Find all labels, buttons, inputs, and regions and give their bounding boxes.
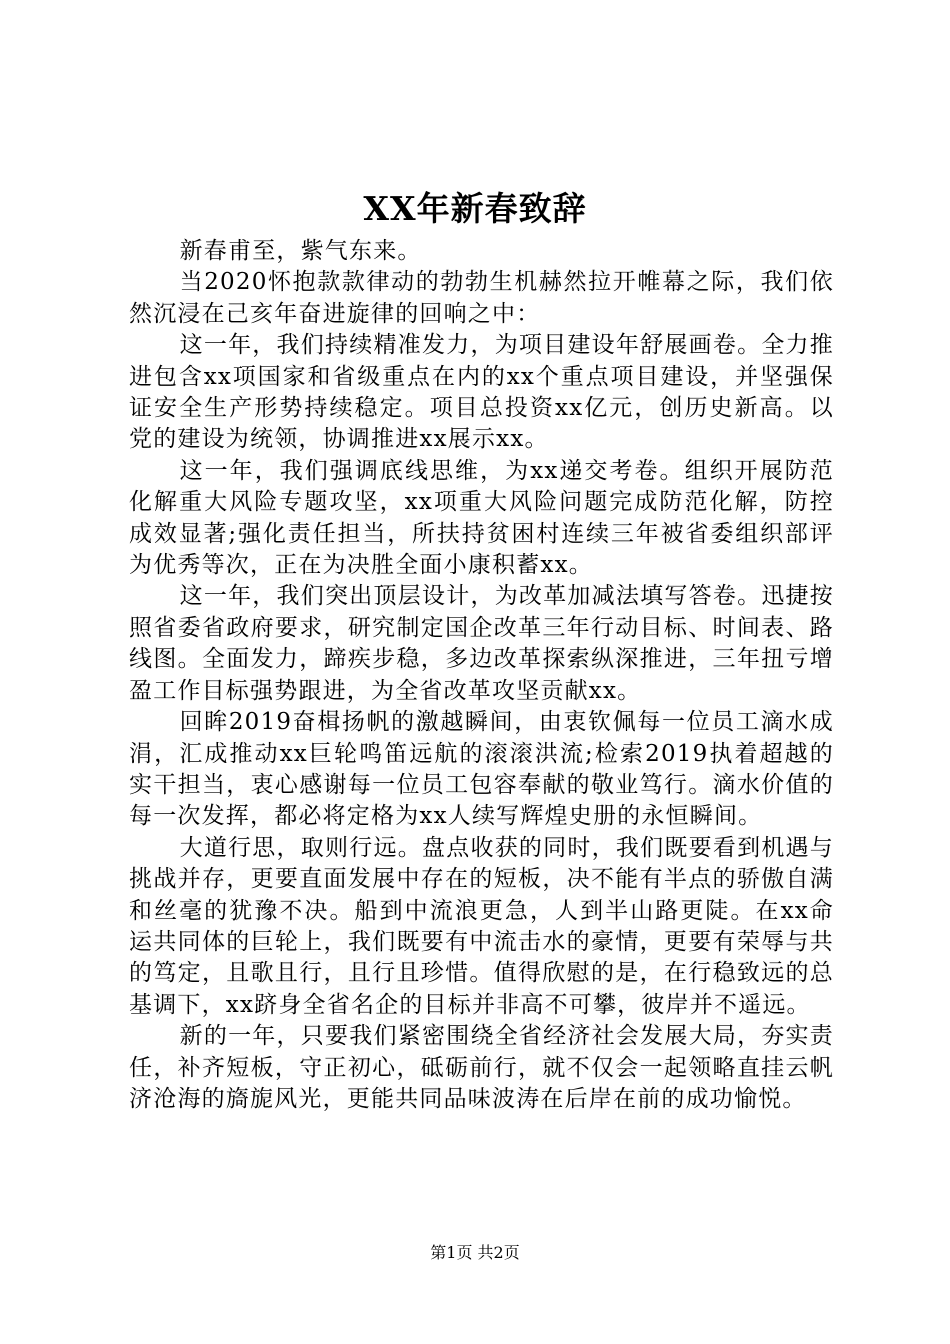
paragraph-2: 当2020怀抱款款律动的勃勃生机赫然拉开帷幕之际，我们依然沉浸在己亥年奋进旋律的回响之中： [129, 269, 834, 327]
paragraph-7: 大道行思，取则行远。盘点收获的同时，我们既要看到机遇与挑战并存，更要直面发展中存在的短板，决不能有半点的骄傲自满和丝毫的犹豫不决。船到中流浪更急，人到半山路更陡。在xx命运共同体的巨轮上，我们既要有中流击水的豪情，更要有荣辱与共的笃定，且歌且行，且行且珍惜。值得欣慰的是，在行稳致远的总基调下，xx跻身全省名企的目标并非高不可攀，彼岸并不遥远。 [129, 834, 834, 1018]
paragraph-3: 这一年，我们持续精准发力，为项目建设年舒展画卷。全力推进包含xx项国家和省级重点在内的xx个重点项目建设，并坚强保证安全生产形势持续稳定。项目总投资xx亿元，创历史新高。以党的建设为统领，协调推进xx展示xx。 [129, 332, 834, 453]
document-body [129, 236, 834, 1115]
paragraph-8: 新的一年，只要我们紧密围绕全省经济社会发展大局，夯实责任，补齐短板，守正初心，砥砺前行，就不仅会一起领略直挂云帆济沧海的旖旎风光，更能共同品味波涛在后岸在前的成功愉悦。 [129, 1023, 834, 1112]
paragraph-4: 这一年，我们强调底线思维，为xx递交考卷。组织开展防范化解重大风险专题攻坚，xx项重大风险问题完成防范化解，防控成效显著;强化责任担当，所扶持贫困村连续三年被省委组织部评为优秀等次，正在为决胜全面小康积蓄xx。 [129, 457, 834, 579]
paragraph-5: 这一年，我们突出顶层设计，为改革加减法填写答卷。迅捷按照省委省政府要求，研究制定国企改革三年行动目标、时间表、路线图。全面发力，蹄疾步稳，多边改革探索纵深推进，三年扭亏增盈工作目标强势跟进，为全省改革攻坚贡献xx。 [129, 583, 834, 704]
paragraph-6: 回眸2019奋楫扬帆的激越瞬间，由衷钦佩每一位员工滴水成涓，汇成推动xx巨轮鸣笛远航的滚滚洪流;检索2019执着超越的实干担当，衷心感谢每一位员工包容奉献的敬业笃行。滴水价值的每一次发挥，都必将定格为xx人续写辉煌史册的永恒瞬间。 [129, 709, 834, 830]
document-title: XX年新春致辞 [363, 189, 587, 228]
page-number-footer: 第1页 共2页 [430, 1243, 520, 1262]
paragraph-1: 新春甫至，紫气东来。 [179, 238, 422, 264]
